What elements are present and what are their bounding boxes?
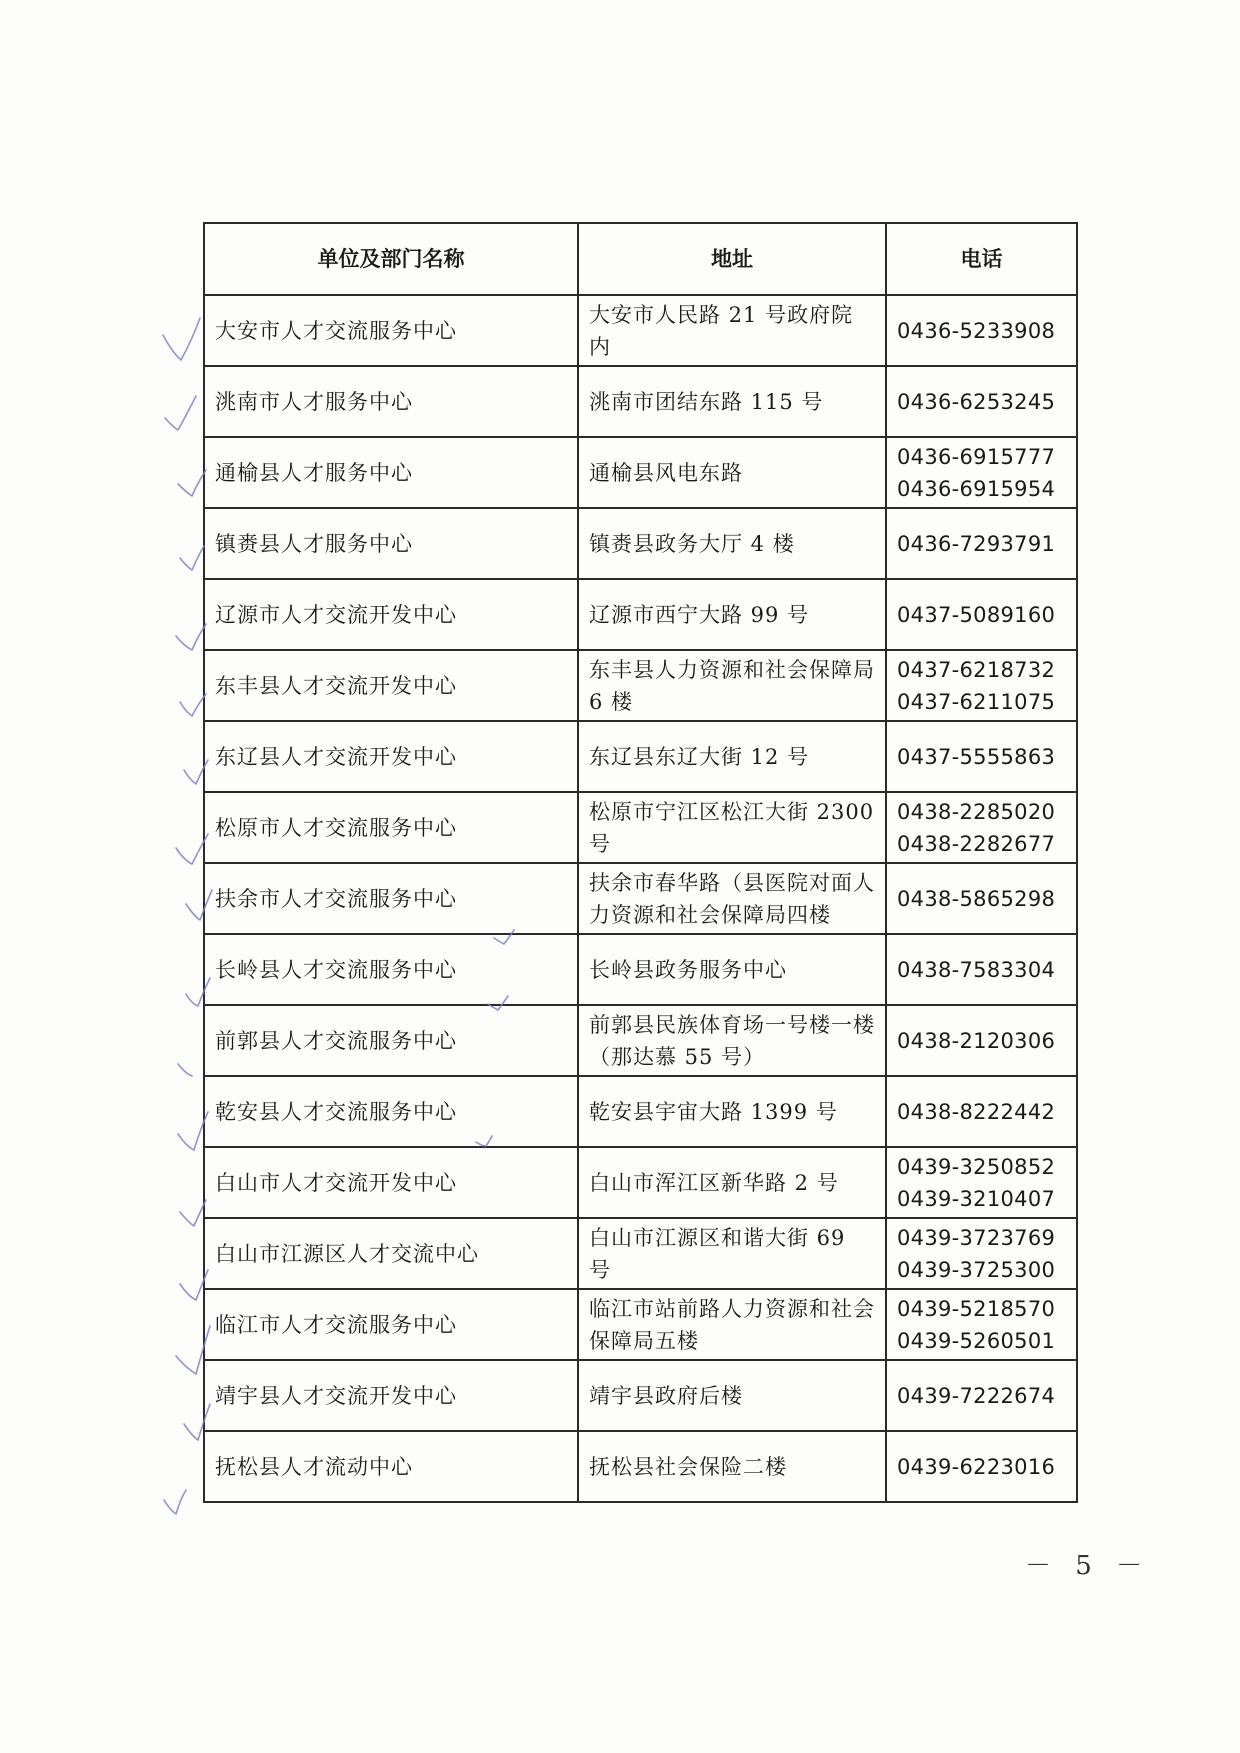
row-address: 扶余市春华路（县医院对面人力资源和社会保障局四楼 [578, 863, 886, 934]
phone-number: 0438-7583304 [897, 957, 1056, 982]
phone-number: 0438-2120306 [897, 1028, 1056, 1053]
row-phone [886, 1289, 1077, 1360]
row-phone [886, 1360, 1077, 1431]
row-organization-name: 松原市人才交流服务中心 [204, 792, 578, 863]
phone-number: 0439-7222674 [897, 1383, 1056, 1408]
phone-number: 0437-5089160 [897, 602, 1056, 627]
check-mark-icon [163, 318, 200, 360]
row-phone [886, 1076, 1077, 1147]
row-address: 洮南市团结东路 115 号 [578, 366, 886, 437]
row-organization-name: 长岭县人才交流服务中心 [204, 934, 578, 1005]
check-mark-icon [176, 624, 206, 650]
row-phone [886, 792, 1077, 863]
table-row [204, 366, 1077, 437]
check-mark-icon [178, 470, 206, 496]
page-number: － 5 － [1025, 1551, 1151, 1581]
phone-number: 0436-7293791 [897, 531, 1056, 556]
row-phone [886, 863, 1077, 934]
row-phone [886, 508, 1077, 579]
row-organization-name: 东丰县人才交流开发中心 [204, 650, 578, 721]
row-address: 通榆县风电东路 [578, 437, 886, 508]
row-organization-name: 乾安县人才交流服务中心 [204, 1076, 578, 1147]
phone-number: 0436-6915954 [897, 476, 1056, 501]
table-row [204, 1289, 1077, 1360]
phone-number: 0436-6253245 [897, 389, 1056, 414]
table-row [204, 437, 1077, 508]
phone-number: 0439-6223016 [897, 1454, 1056, 1479]
row-organization-name: 前郭县人才交流服务中心 [204, 1005, 578, 1076]
table-row [204, 1076, 1077, 1147]
table-row [204, 1005, 1077, 1076]
row-phone [886, 295, 1077, 366]
header-name: 单位及部门名称 [204, 223, 578, 295]
table-row [204, 1147, 1077, 1218]
table-row [204, 863, 1077, 934]
phone-number: 0438-5865298 [897, 886, 1056, 911]
row-address: 临江市站前路人力资源和社会保障局五楼 [578, 1289, 886, 1360]
row-organization-name: 大安市人才交流服务中心 [204, 295, 578, 366]
check-mark-icon [165, 396, 196, 430]
row-organization-name: 扶余市人才交流服务中心 [204, 863, 578, 934]
row-address: 大安市人民路 21 号政府院内 [578, 295, 886, 366]
phone-number: 0438-2285020 [897, 799, 1056, 824]
row-address: 靖宇县政府后楼 [578, 1360, 886, 1431]
table-row [204, 1360, 1077, 1431]
phone-number: 0439-5260501 [897, 1328, 1056, 1353]
row-address: 白山市江源区和谐大街 69 号 [578, 1218, 886, 1289]
phone-number: 0439-5218570 [897, 1296, 1056, 1321]
row-phone [886, 1218, 1077, 1289]
row-organization-name: 白山市人才交流开发中心 [204, 1147, 578, 1218]
row-phone [886, 650, 1077, 721]
row-phone [886, 1147, 1077, 1218]
row-organization-name: 镇赉县人才服务中心 [204, 508, 578, 579]
row-organization-name: 白山市江源区人才交流中心 [204, 1218, 578, 1289]
phone-number: 0439-3210407 [897, 1186, 1056, 1211]
row-organization-name: 靖宇县人才交流开发中心 [204, 1360, 578, 1431]
check-mark-icon [164, 1490, 186, 1514]
phone-number: 0439-3250852 [897, 1154, 1056, 1179]
phone-number: 0439-3723769 [897, 1225, 1056, 1250]
row-address: 白山市浑江区新华路 2 号 [578, 1147, 886, 1218]
table-row [204, 721, 1077, 792]
row-address: 长岭县政务服务中心 [578, 934, 886, 1005]
phone-number: 0436-5233908 [897, 318, 1056, 343]
table-row [204, 792, 1077, 863]
row-phone [886, 1431, 1077, 1502]
row-address: 前郭县民族体育场一号楼一楼（那达慕 55 号） [578, 1005, 886, 1076]
table-row [204, 508, 1077, 579]
table-row [204, 579, 1077, 650]
row-organization-name: 通榆县人才服务中心 [204, 437, 578, 508]
table-row [204, 295, 1077, 366]
row-phone [886, 579, 1077, 650]
row-address: 东辽县东辽大街 12 号 [578, 721, 886, 792]
row-address: 镇赉县政务大厅 4 楼 [578, 508, 886, 579]
row-address: 乾安县宇宙大路 1399 号 [578, 1076, 886, 1147]
row-address: 松原市宁江区松江大街 2300 号 [578, 792, 886, 863]
table-header-row [204, 223, 1077, 295]
row-organization-name: 临江市人才交流服务中心 [204, 1289, 578, 1360]
row-address: 抚松县社会保险二楼 [578, 1431, 886, 1502]
phone-number: 0436-6915777 [897, 444, 1056, 469]
table-row [204, 1431, 1077, 1502]
phone-number: 0438-2282677 [897, 831, 1056, 856]
row-organization-name: 洮南市人才服务中心 [204, 366, 578, 437]
phone-number: 0438-8222442 [897, 1099, 1056, 1124]
table-body [204, 295, 1077, 1502]
table-row [204, 650, 1077, 721]
phone-number: 0437-6218732 [897, 657, 1056, 682]
row-phone [886, 934, 1077, 1005]
row-phone [886, 721, 1077, 792]
row-organization-name: 抚松县人才流动中心 [204, 1431, 578, 1502]
row-organization-name: 东辽县人才交流开发中心 [204, 721, 578, 792]
table-row [204, 934, 1077, 1005]
phone-number: 0437-5555863 [897, 744, 1056, 769]
check-mark-icon [178, 1064, 192, 1076]
row-phone [886, 1005, 1077, 1076]
row-organization-name: 辽源市人才交流开发中心 [204, 579, 578, 650]
phone-number: 0439-3725300 [897, 1257, 1056, 1282]
header-phone: 电话 [886, 223, 1077, 295]
table-row [204, 1218, 1077, 1289]
header-address: 地址 [578, 223, 886, 295]
row-phone [886, 437, 1077, 508]
row-address: 辽源市西宁大路 99 号 [578, 579, 886, 650]
contact-table [203, 222, 1078, 1503]
check-mark-icon [180, 546, 204, 570]
row-address: 东丰县人力资源和社会保障局 6 楼 [578, 650, 886, 721]
row-phone [886, 366, 1077, 437]
phone-number: 0437-6211075 [897, 689, 1056, 714]
